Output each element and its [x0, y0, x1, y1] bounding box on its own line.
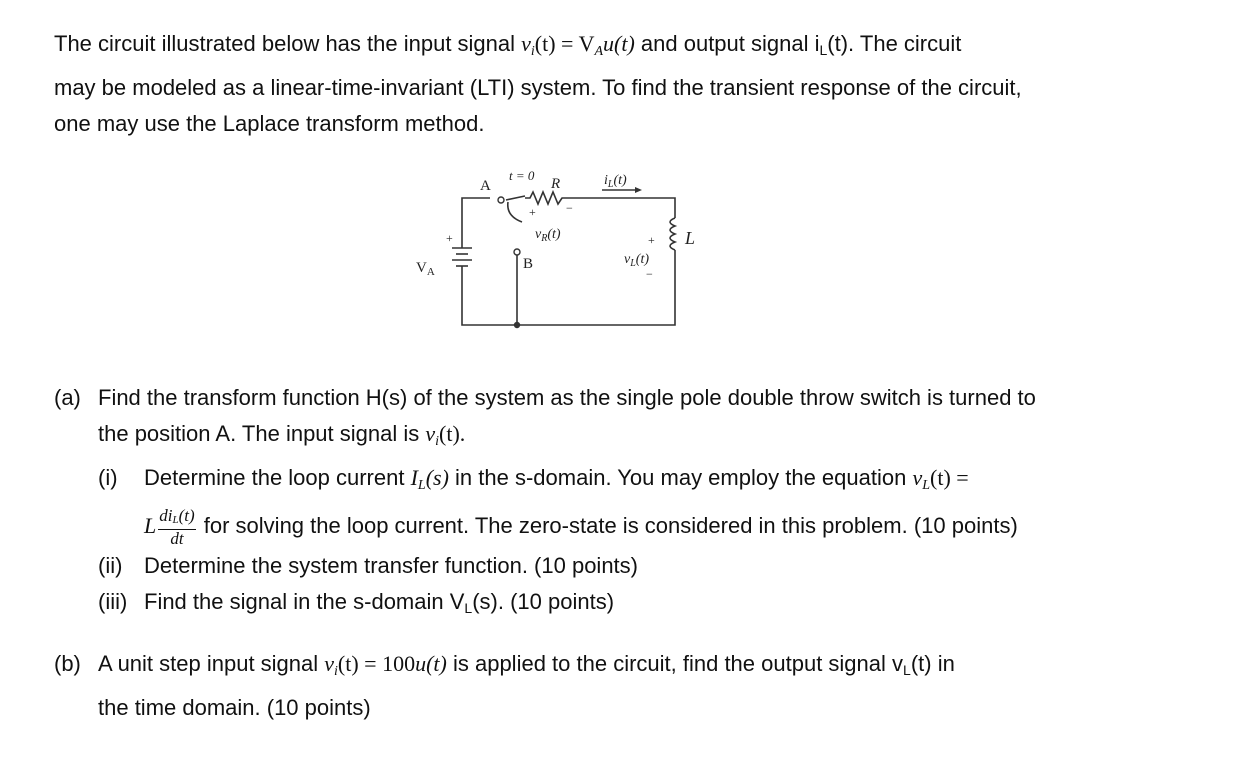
switch-blade: [506, 196, 525, 200]
label-plus-r: +: [529, 205, 536, 219]
part-a: [54, 380, 1204, 626]
math-sub: L: [903, 662, 911, 678]
label-r: R: [551, 176, 561, 192]
label-l: L: [685, 228, 696, 248]
label-vl: $v_L(t)$: [624, 252, 649, 269]
math-sub: i: [530, 44, 535, 59]
math-text: (t) = 100: [337, 651, 416, 676]
intro-line-2: may be modeled as a linear-time-invariant (LTI) system. To find the transient response of the circuit,: [54, 75, 1022, 100]
label-b: B: [523, 256, 534, 272]
math-text: (t).: [439, 421, 466, 446]
math-v: v: [912, 465, 923, 490]
math-sub: i: [334, 664, 338, 679]
part-a-iii: [54, 584, 1204, 626]
label-t0: t = 0: [509, 168, 535, 183]
part-b-text: (t) in: [910, 651, 955, 676]
part-a-i-label: (i): [98, 465, 118, 490]
wire-top-right: [570, 198, 675, 218]
fraction-denominator: dt: [170, 528, 184, 548]
intro-line-3: one may use the Laplace transform method.: [54, 111, 485, 136]
switch-arc: [508, 202, 522, 222]
part-a-ii-label: (ii): [98, 553, 123, 578]
part-a-i-text: for solving the loop current. The zero-state is considered in this problem. (10 points): [197, 513, 1018, 538]
math-sub: L: [464, 600, 473, 616]
part-a-line-2: [54, 416, 1204, 460]
label-plus-l: +: [648, 233, 655, 247]
math-v: v: [521, 31, 531, 56]
resistor: [525, 192, 570, 204]
intro-text: (t). The circuit: [827, 31, 962, 56]
inductor: [670, 218, 675, 250]
terminal-b-node: [514, 249, 520, 255]
part-a-i-line-2: [54, 504, 1204, 548]
part-b: [54, 646, 1204, 726]
part-a-ii: [54, 548, 1204, 584]
math-i: I: [410, 465, 418, 490]
label-va: $V_A$: [416, 260, 435, 278]
part-b-text: is applied to the circuit, find the output signal v: [446, 651, 904, 676]
arrow-head: [635, 187, 642, 193]
part-a-text: Find the transform function H(s) of the system as the single pole double throw switch is turned to: [98, 385, 1036, 410]
math-sub: L: [922, 478, 930, 493]
label-il: $i_L(t)$: [604, 173, 627, 190]
intro-text: and output signal i: [634, 31, 820, 56]
math-text: (t) =: [930, 465, 969, 490]
math-sub: i: [435, 434, 440, 449]
math-sub: L: [819, 42, 828, 58]
circuit-diagram: [380, 160, 720, 340]
math-sub: L: [417, 478, 426, 493]
label-a: A: [480, 178, 491, 194]
label-vr: $v_R(t)$: [535, 227, 561, 244]
part-a-iii-text: (s). (10 points): [472, 589, 615, 614]
part-a-i-text: Determine the loop current: [144, 465, 411, 490]
part-a-label: (a): [54, 385, 81, 410]
wire-bottom: [462, 266, 675, 325]
derivative-fraction: [158, 507, 195, 548]
part-b-label: (b): [54, 651, 81, 676]
label-plus-source: +: [446, 231, 453, 245]
math-v: v: [425, 421, 436, 446]
part-a-line-1: [54, 380, 1204, 416]
part-a-i-text: in the s-domain. You may employ the equation: [448, 465, 913, 490]
math-text: (t) = V: [534, 31, 595, 56]
math-ut: u(t): [415, 651, 447, 676]
wire-left-top: [462, 198, 490, 230]
math-text: (s): [425, 465, 449, 490]
fraction-numerator: $di_L(t)$: [158, 507, 195, 530]
intro-line-1: [54, 26, 1204, 70]
part-b-text: A unit step input signal: [98, 651, 325, 676]
math-v: v: [324, 651, 335, 676]
part-a-iii-label: (iii): [98, 589, 128, 614]
part-b-line-2: the time domain. (10 points): [98, 695, 371, 720]
terminal-a: [498, 197, 504, 203]
part-a-ii-text: Determine the system transfer function. (10 points): [144, 553, 638, 578]
label-minus-l: −: [646, 267, 653, 281]
math-l: L: [144, 513, 157, 538]
part-a-text: the position A. The input signal is: [98, 421, 426, 446]
junction-dot: [514, 322, 520, 328]
math-sub: A: [594, 44, 604, 59]
intro-paragraph: [54, 26, 1204, 142]
part-a-iii-text: Find the signal in the s-domain V: [144, 589, 465, 614]
intro-text: The circuit illustrated below has the input signal: [54, 31, 522, 56]
math-ut: u(t): [603, 31, 635, 56]
part-b-line-1: [54, 646, 1204, 690]
label-minus-r: −: [566, 201, 573, 215]
part-a-i-line-1: [54, 460, 1204, 504]
